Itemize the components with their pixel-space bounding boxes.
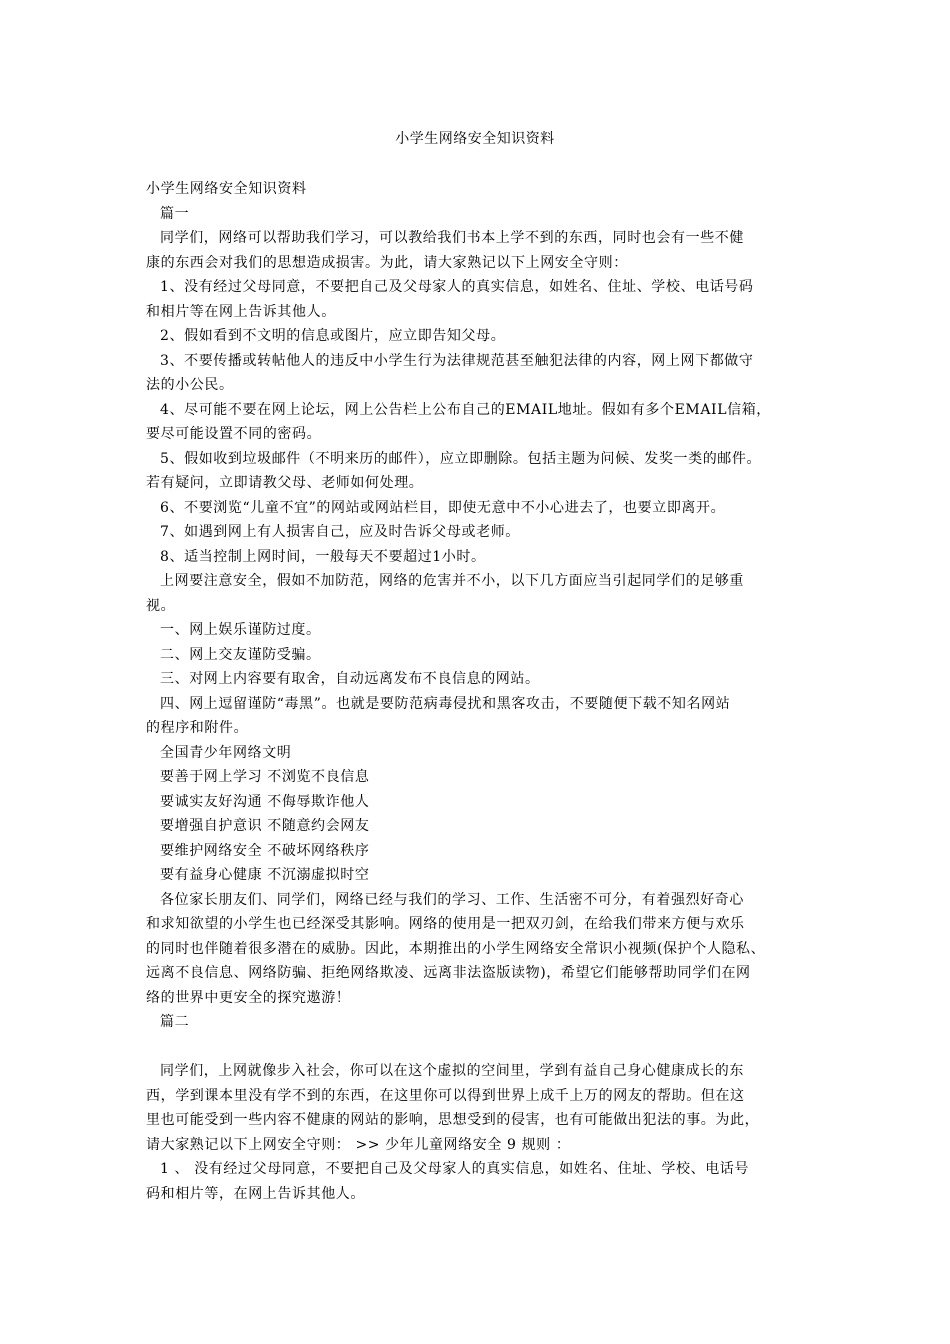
text-line: 请大家熟记以下上网安全守则： >> 少年儿童网络安全 9 规则 ： [146, 1136, 571, 1153]
document-title: 小学生网络安全知识资料 [395, 131, 555, 147]
text-line: 一、网上娱乐谨防过度。 [160, 622, 321, 638]
text-line: 3、不要传播或转帖他人的违反中小学生行为法律规范甚至触犯法律的内容，网上网下都做守 [160, 352, 754, 369]
document-body [146, 177, 814, 1206]
text-line: 2、假如看到不文明的信息或图片，应立即告知父母。 [160, 328, 506, 344]
text-line: 7、如遇到网上有人损害自己，应及时告诉父母或老师。 [160, 524, 520, 540]
text-line: 要诚实友好沟通 不侮辱欺诈他人 [160, 793, 370, 810]
text-line: 康的东西会对我们的思想造成损害。为此，请大家熟记以下上网安全守则： [146, 254, 628, 271]
text-line: 同学们，网络可以帮助我们学习，可以教给我们书本上学不到的东西，同时也会有一些不健 [160, 230, 744, 246]
text-line: 各位家长朋友们、同学们，网络已经与我们的学习、工作、生活密不可分，有着强烈好奇心 [160, 891, 744, 908]
text-line: 四、网上逗留谨防“毒黑”。也就是要防范病毒侵扰和黑客攻击，不要随便下载不知名网站 [160, 695, 731, 712]
text-line: 篇二 [160, 1014, 190, 1030]
text-line: 要尽可能设置不同的密码。 [146, 426, 322, 442]
text-line: 码和相片等，在网上告诉其他人。 [146, 1185, 365, 1202]
text-line: 4、尽可能不要在网上论坛，网上公告栏上公布自己的EMAIL地址。假如有多个EMAIL信箱， [160, 401, 771, 418]
text-line: 若有疑问，立即请教父母、老师如何处理。 [146, 475, 424, 491]
text-line: 要善于网上学习 不浏览不良信息 [160, 769, 370, 785]
text-line: 的程序和附件。 [146, 720, 249, 736]
text-line: 6、不要浏览“儿童不宜”的网站或网站栏目，即使无意中不小心进去了，也要立即离开。 [160, 499, 726, 516]
text-line: 全国青少年网络文明 [160, 744, 292, 761]
text-line: 要增强自护意识 不随意约会网友 [160, 818, 370, 834]
text-line: 1、没有经过父母同意，不要把自己及父母家人的真实信息，如姓名、住址、学校、电话号码 [160, 279, 754, 295]
text-line: 1 、 没有经过父母同意，不要把自己及父母家人的真实信息，如姓名、住址、学校、电话号 [160, 1161, 750, 1177]
text-line: 的同时也伴随着很多潜在的威胁。因此，本期推出的小学生网络安全常识小视频(保护个人隐私、 [146, 940, 766, 957]
text-line: 络的世界中更安全的探究遨游！ [146, 989, 351, 1006]
text-line: 西，学到课本里没有学不到的东西，在这里你可以得到世界上成千上万的网友的帮助。但在这 [146, 1087, 745, 1104]
text-line: 二、网上交友谨防受骗。 [160, 646, 321, 663]
text-line: 同学们，上网就像步入社会，你可以在这个虚拟的空间里，学到有益自己身心健康成长的东 [160, 1063, 744, 1079]
blank-line [146, 1035, 814, 1060]
text-line: 要有益身心健康 不沉溺虚拟时空 [160, 867, 370, 883]
text-line: 里也可能受到一些内容不健康的网站的影响，思想受到的侵害，也有可能做出犯法的事。为此， [146, 1112, 760, 1128]
text-line: 视。 [146, 597, 176, 614]
text-line: 要维护网络安全 不破坏网络秩序 [160, 842, 370, 859]
text-line: 小学生网络安全知识资料 [146, 181, 307, 197]
text-line: 篇一 [160, 205, 190, 222]
text-line: 三、对网上内容要有取舍，自动远离发布不良信息的网站。 [160, 671, 540, 687]
text-line: 远离不良信息、网络防骗、拒绝网络欺凌、远离非法盗版读物)，希望它们能够帮助同学们在网 [146, 965, 751, 981]
text-line: 和相片等在网上告诉其他人。 [146, 303, 336, 320]
text-line: 8、适当控制上网时间，一般每天不要超过1小时。 [160, 548, 486, 565]
text-line: 5、假如收到垃圾邮件（不明来历的邮件），应立即删除。包括主题为问候、发奖一类的邮件。 [160, 450, 762, 467]
text-line: 法的小公民。 [146, 377, 234, 393]
text-line: 和求知欲望的小学生也已经深受其影响。网络的使用是一把双刃剑，在给我们带来方便与欢乐 [146, 916, 745, 932]
text-line: 上网要注意安全，假如不加防范，网络的危害并不小，以下几方面应当引起同学们的足够重 [160, 573, 744, 589]
